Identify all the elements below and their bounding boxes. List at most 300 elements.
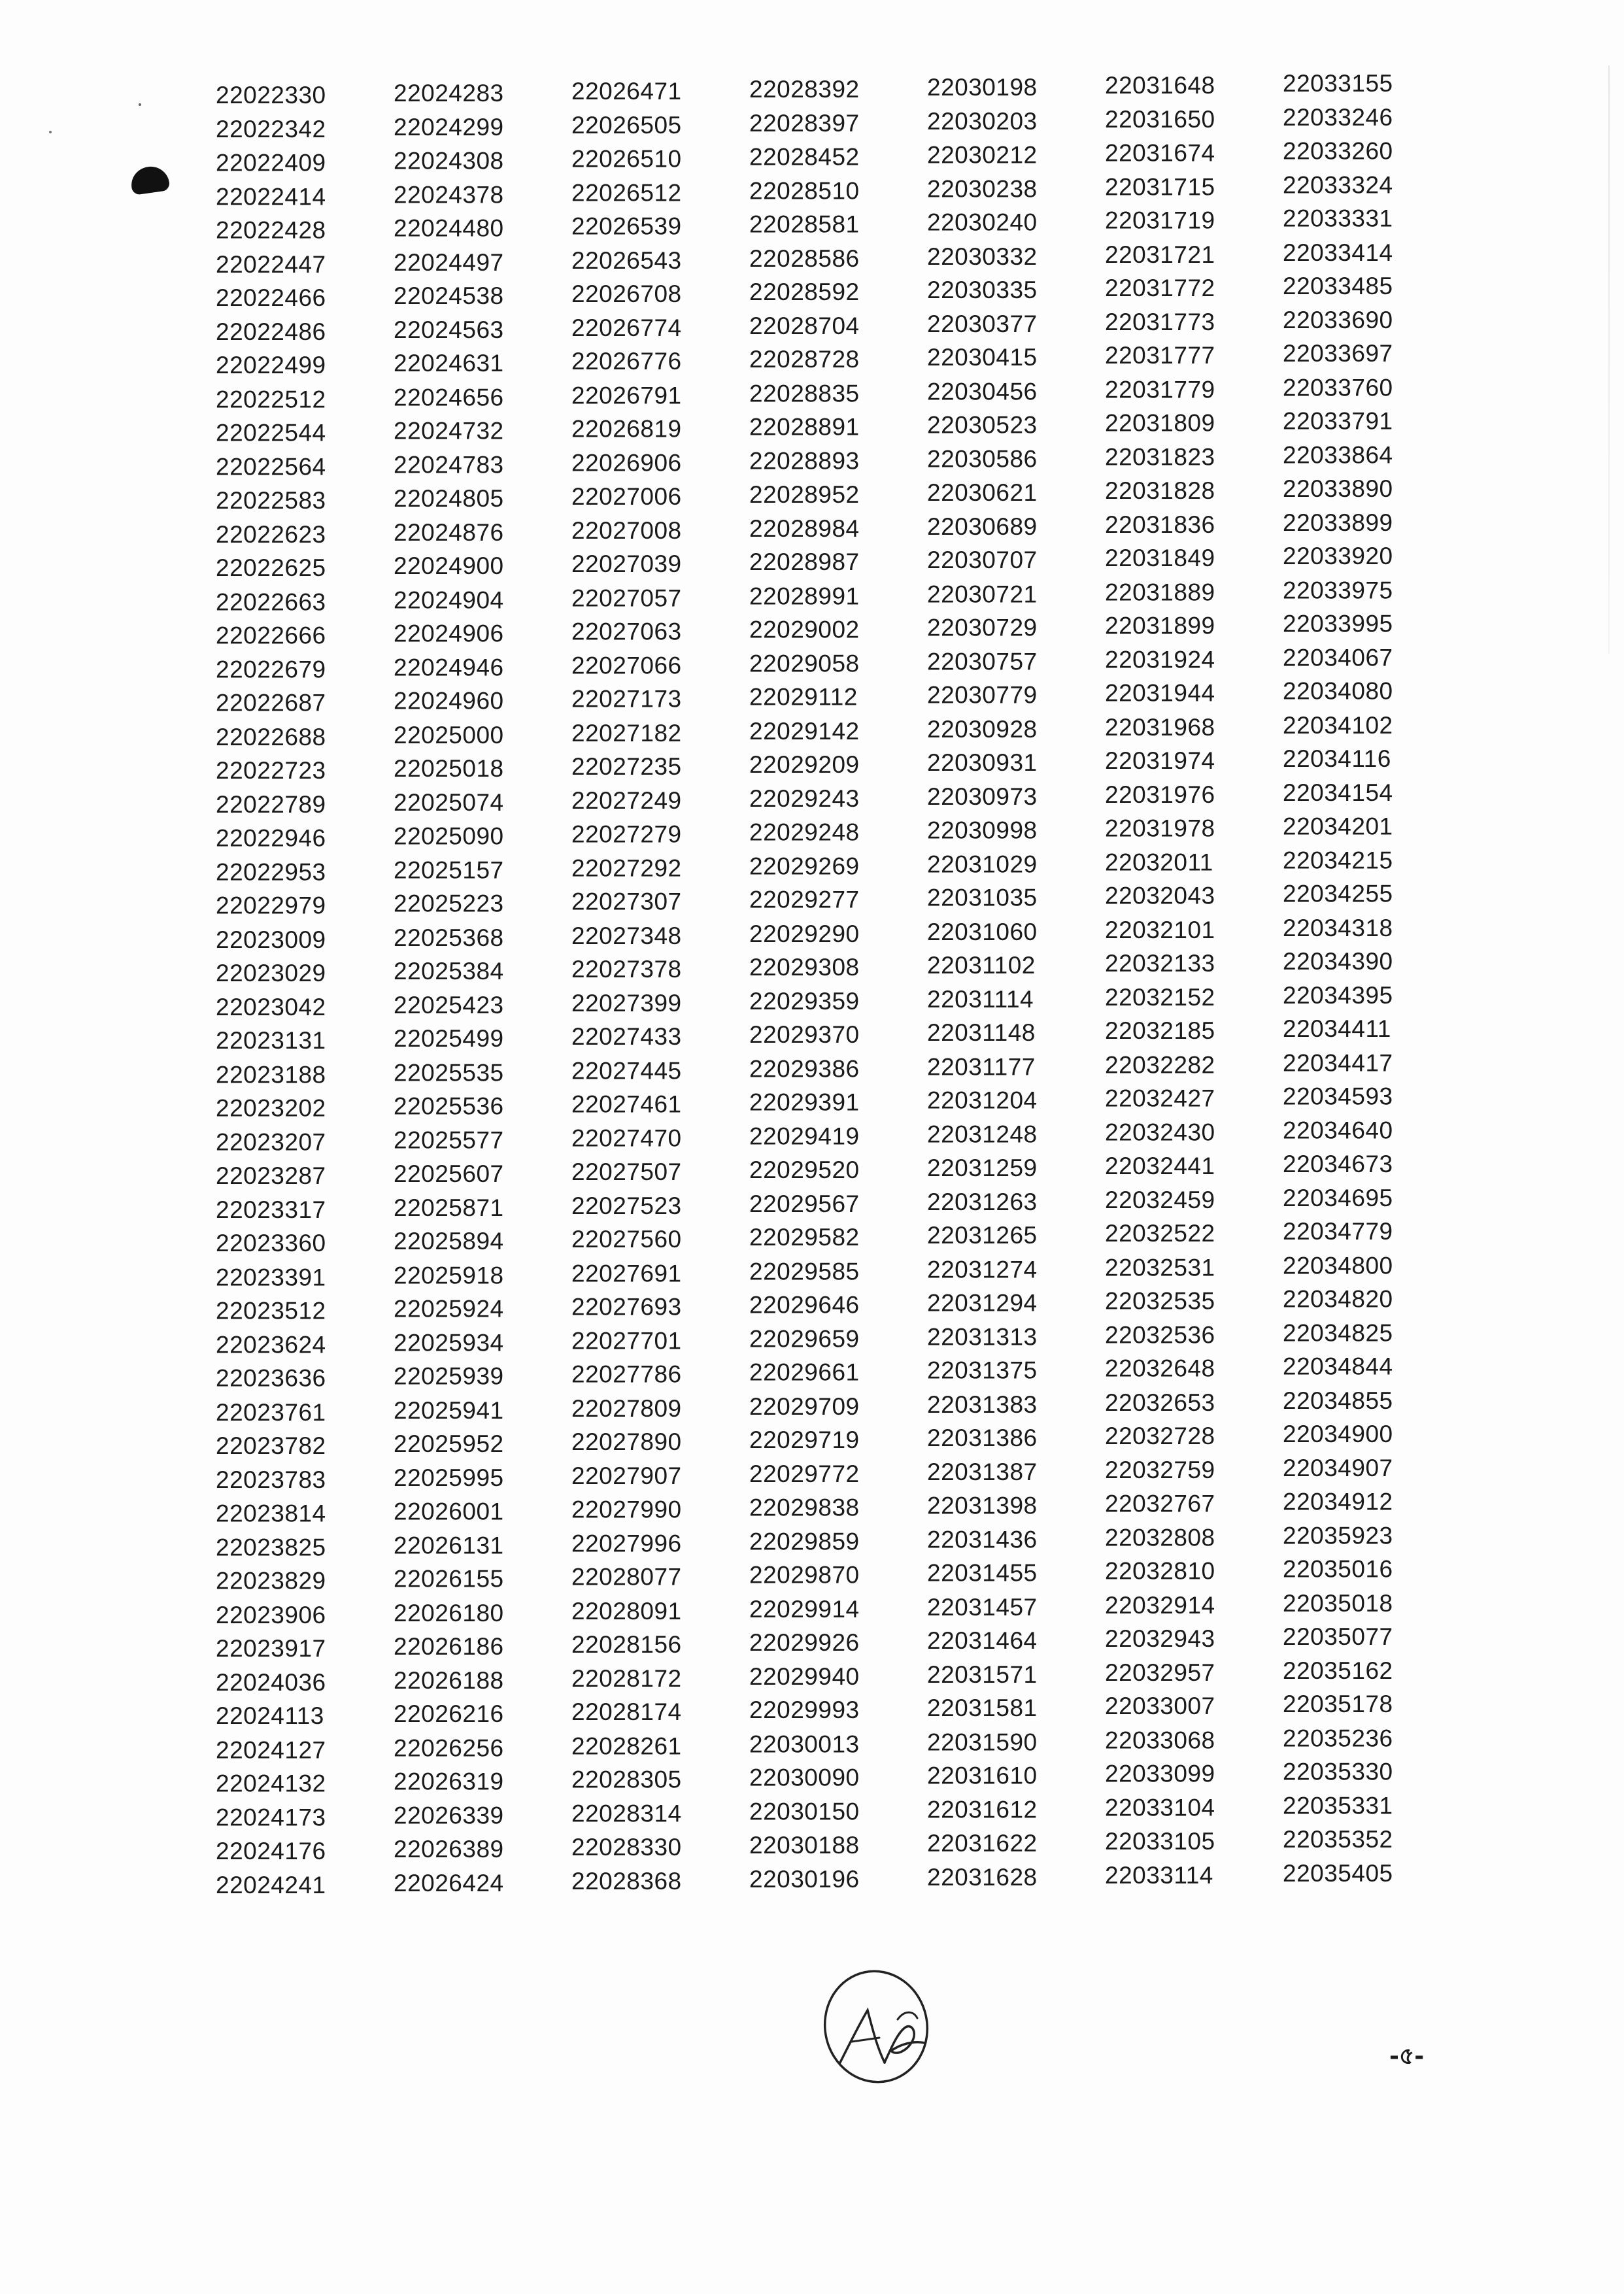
roll-number: 22030090 [749, 1764, 860, 1791]
roll-number: 22035331 [1283, 1792, 1393, 1819]
roll-number: 22026339 [394, 1802, 504, 1829]
roll-column-4 [749, 78, 919, 1897]
roll-number: 22033485 [1283, 272, 1393, 299]
roll-number: 22035405 [1283, 1859, 1393, 1887]
roll-number: 22034779 [1283, 1218, 1393, 1245]
roll-number: 22034318 [1283, 914, 1393, 941]
roll-number: 22026774 [571, 314, 682, 341]
roll-number: 22032653 [1105, 1389, 1215, 1416]
roll-number: 22029248 [749, 818, 860, 846]
roll-number: 22023391 [216, 1263, 326, 1290]
roll-number: 22023783 [216, 1466, 326, 1493]
roll-number: 22034255 [1283, 880, 1393, 907]
roll-number: 22029709 [749, 1392, 860, 1420]
roll-number: 22023188 [216, 1060, 326, 1088]
roll-number: 22027996 [571, 1529, 682, 1557]
roll-number: 22024132 [216, 1770, 326, 1797]
roll-number: 22034673 [1283, 1150, 1393, 1177]
roll-number: 22031590 [927, 1728, 1038, 1755]
roll-number: 22029661 [749, 1358, 860, 1386]
roll-number: 22028091 [571, 1597, 682, 1625]
roll-number: 22033864 [1283, 441, 1393, 469]
roll-number: 22030415 [927, 344, 1038, 371]
roll-number: 22024656 [394, 383, 504, 411]
roll-number: 22027057 [571, 584, 682, 611]
roll-number: 22032011 [1105, 848, 1213, 875]
roll-number: 22026424 [394, 1869, 504, 1897]
roll-number: 22033114 [1105, 1861, 1213, 1889]
roll-number: 22031836 [1105, 511, 1215, 538]
roll-number: 22027445 [571, 1056, 682, 1084]
roll-number: 22030523 [927, 411, 1038, 439]
roll-number: 22031375 [927, 1357, 1038, 1384]
roll-number: 22025607 [394, 1160, 504, 1187]
roll-number: 22024113 [216, 1702, 324, 1730]
roll-number: 22022447 [216, 250, 326, 278]
roll-number: 22030779 [927, 681, 1038, 709]
roll-number: 22031265 [927, 1222, 1038, 1249]
roll-number: 22026512 [571, 178, 682, 206]
roll-number: 22027691 [571, 1259, 682, 1287]
roll-number: 22024631 [394, 350, 504, 377]
roll-number: 22033975 [1283, 576, 1393, 603]
roll-number: 22034154 [1283, 779, 1393, 806]
roll-number: 22032441 [1105, 1152, 1215, 1179]
roll-number: 22029058 [749, 650, 860, 677]
roll-number: 22022428 [216, 216, 326, 244]
roll-number: 22024904 [394, 586, 504, 613]
roll-number: 22034215 [1283, 846, 1393, 873]
roll-number: 22031102 [927, 951, 1036, 979]
roll-number: 22034844 [1283, 1353, 1393, 1380]
roll-number: 22026389 [394, 1835, 504, 1863]
roll-number: 22026510 [571, 145, 682, 173]
roll-number: 22025577 [394, 1126, 504, 1154]
roll-number: 22030238 [927, 175, 1038, 202]
roll-number: 22034900 [1283, 1421, 1393, 1447]
roll-number: 22033697 [1283, 340, 1393, 367]
roll-number: 22025894 [394, 1228, 504, 1255]
roll-number: 22023624 [216, 1331, 326, 1358]
roll-number: 22033331 [1283, 205, 1393, 232]
roll-number: 22034201 [1283, 813, 1393, 840]
roll-number: 22031978 [1105, 815, 1215, 842]
roll-number: 22028510 [749, 177, 860, 204]
roll-number: 22023202 [216, 1094, 326, 1122]
roll-number: 22031889 [1105, 578, 1215, 605]
roll-number: 22033105 [1105, 1827, 1215, 1855]
roll-number: 22028330 [571, 1833, 682, 1861]
roll-number: 22027235 [571, 753, 682, 780]
roll-column-5 [927, 74, 1097, 1897]
roll-number: 22034080 [1283, 677, 1393, 705]
roll-number: 22022544 [216, 419, 326, 447]
roll-number: 22028452 [749, 143, 860, 171]
roll-column-1 [216, 78, 386, 1897]
roll-number: 22032282 [1105, 1051, 1215, 1078]
roll-number: 22027470 [571, 1124, 682, 1152]
roll-number: 22034640 [1283, 1117, 1393, 1144]
roll-number: 22035352 [1283, 1825, 1393, 1853]
roll-number: 22030729 [927, 614, 1038, 641]
roll-number: 22028891 [749, 413, 860, 441]
roll-number: 22029370 [749, 1021, 860, 1049]
roll-number: 22029520 [749, 1156, 860, 1183]
roll-number: 22022486 [216, 318, 326, 345]
roll-number: 22029838 [749, 1494, 860, 1521]
roll-number-table [216, 70, 1471, 1909]
roll-number: 22034825 [1283, 1319, 1393, 1347]
roll-number: 22035236 [1283, 1724, 1393, 1751]
roll-number: 22028592 [749, 278, 860, 305]
roll-number: 22029209 [749, 751, 860, 778]
roll-number: 22024563 [394, 316, 504, 343]
roll-number: 22024900 [394, 552, 504, 580]
roll-number: 22024173 [216, 1804, 326, 1831]
roll-number: 22029993 [749, 1696, 860, 1724]
roll-number: 22024960 [394, 687, 504, 715]
roll-number: 22033246 [1283, 103, 1393, 131]
roll-number: 22023029 [216, 959, 326, 987]
roll-number: 22035923 [1283, 1521, 1393, 1549]
roll-number: 22030377 [927, 310, 1038, 337]
roll-number: 22027292 [571, 854, 682, 881]
roll-number: 22031622 [927, 1829, 1038, 1857]
roll-number: 22028397 [749, 109, 860, 137]
roll-number: 22034820 [1283, 1285, 1393, 1313]
roll-number: 22030928 [927, 715, 1038, 743]
roll-number: 22027008 [571, 516, 682, 544]
roll-number: 22035178 [1283, 1691, 1393, 1718]
roll-number: 22029582 [749, 1224, 860, 1251]
roll-number: 22025941 [394, 1396, 504, 1424]
roll-number: 22023287 [216, 1162, 326, 1189]
roll-number: 22034395 [1283, 981, 1393, 1009]
roll-number: 22031721 [1105, 241, 1215, 268]
roll-number: 22027523 [571, 1192, 682, 1219]
roll-number: 22030973 [927, 783, 1038, 810]
roll-number: 22022342 [216, 115, 326, 143]
roll-number: 22028077 [571, 1563, 682, 1591]
roll-number: 22022330 [216, 82, 326, 109]
roll-number: 22028174 [571, 1698, 682, 1726]
roll-number: 22026505 [571, 111, 682, 139]
roll-number: 22023829 [216, 1567, 326, 1594]
roll-number: 22023814 [216, 1500, 326, 1527]
roll-number: 22032728 [1105, 1423, 1215, 1449]
roll-number: 22031464 [927, 1627, 1038, 1654]
roll-number: 22027348 [571, 922, 682, 949]
roll-number: 22031674 [1105, 139, 1215, 167]
roll-number: 22024876 [394, 518, 504, 546]
roll-number: 22030456 [927, 377, 1038, 405]
roll-number: 22032767 [1105, 1490, 1215, 1517]
roll-number: 22030212 [927, 141, 1038, 169]
roll-number: 22031148 [927, 1019, 1036, 1047]
roll-number: 22029359 [749, 987, 860, 1015]
roll-number: 22031060 [927, 918, 1038, 945]
roll-number: 22025384 [394, 957, 504, 985]
roll-number: 22028952 [749, 481, 860, 508]
roll-number: 22027173 [571, 685, 682, 713]
roll-number: 22031612 [927, 1796, 1038, 1823]
roll-number: 22025423 [394, 991, 504, 1019]
roll-number: 22029772 [749, 1460, 860, 1487]
roll-number: 22024176 [216, 1837, 326, 1864]
roll-number: 22030188 [749, 1831, 860, 1859]
roll-number: 22029112 [749, 683, 858, 711]
roll-number: 22022466 [216, 284, 326, 311]
roll-number: 22028991 [749, 582, 860, 609]
roll-number: 22024308 [394, 147, 504, 175]
roll-number: 22031114 [927, 985, 1034, 1013]
roll-number: 22027039 [571, 550, 682, 578]
roll-number: 22031648 [1105, 72, 1215, 99]
roll-number: 22032522 [1105, 1220, 1215, 1247]
roll-number: 22026543 [571, 246, 682, 274]
roll-number: 22022414 [216, 182, 326, 210]
roll-number: 22027907 [571, 1462, 682, 1489]
roll-number: 22031436 [927, 1525, 1038, 1553]
roll-number: 22025536 [394, 1092, 504, 1120]
roll-number: 22022623 [216, 520, 326, 548]
roll-number: 22025090 [394, 822, 504, 850]
roll-number: 22024299 [394, 113, 504, 141]
roll-number: 22027307 [571, 888, 682, 915]
roll-number: 22033007 [1105, 1693, 1215, 1720]
roll-number: 22025939 [394, 1362, 504, 1390]
roll-number: 22025018 [394, 755, 504, 782]
roll-number: 22025074 [394, 788, 504, 816]
roll-number: 22030203 [927, 107, 1038, 135]
roll-number: 22029243 [749, 784, 860, 812]
roll-number: 22033920 [1283, 543, 1393, 570]
roll-number: 22025223 [394, 890, 504, 917]
roll-number: 22030689 [927, 513, 1038, 540]
roll-number: 22033260 [1283, 137, 1393, 165]
roll-number: 22023917 [216, 1634, 326, 1662]
page-number: -৫- [1389, 2043, 1425, 2070]
roll-number: 22028728 [749, 346, 860, 373]
roll-number: 22035162 [1283, 1657, 1393, 1684]
roll-number: 22028156 [571, 1630, 682, 1658]
roll-number: 22035330 [1283, 1758, 1393, 1785]
roll-number: 22022789 [216, 790, 326, 818]
roll-number: 22025000 [394, 721, 504, 749]
roll-number: 22027990 [571, 1496, 682, 1523]
roll-number: 22031719 [1105, 207, 1215, 234]
roll-number: 22026471 [571, 78, 682, 105]
roll-number: 22032535 [1105, 1287, 1215, 1315]
roll-number: 22032430 [1105, 1119, 1215, 1146]
roll-number: 22032759 [1105, 1456, 1215, 1483]
roll-number: 22023131 [216, 1027, 326, 1054]
roll-number: 22025924 [394, 1295, 504, 1323]
roll-number: 22026539 [571, 212, 682, 240]
handwritten-signature [814, 1965, 945, 2089]
roll-number: 22027433 [571, 1023, 682, 1051]
roll-number: 22027507 [571, 1158, 682, 1185]
roll-number: 22031204 [927, 1087, 1038, 1114]
roll-column-3 [571, 78, 741, 1897]
roll-number: 22027249 [571, 786, 682, 814]
roll-number: 22028893 [749, 447, 860, 475]
roll-number: 22031974 [1105, 747, 1215, 774]
roll-number: 22029391 [749, 1088, 860, 1116]
roll-number: 22034912 [1283, 1488, 1393, 1515]
roll-number: 22031274 [927, 1255, 1038, 1283]
roll-number: 22031581 [927, 1695, 1038, 1722]
roll-number: 22024783 [394, 451, 504, 479]
roll-number: 22031259 [927, 1154, 1038, 1181]
roll-number: 22035077 [1283, 1623, 1393, 1650]
roll-number: 22029659 [749, 1325, 860, 1353]
roll-number: 22029269 [749, 852, 860, 879]
scan-edge-shadow [1608, 65, 1610, 654]
roll-number: 22031248 [927, 1121, 1038, 1148]
roll-number: 22031976 [1105, 781, 1215, 808]
roll-number: 22034593 [1283, 1083, 1393, 1110]
roll-number: 22032043 [1105, 882, 1215, 909]
roll-number: 22033104 [1105, 1794, 1215, 1821]
roll-number: 22031294 [927, 1289, 1038, 1317]
scan-speck [49, 131, 52, 133]
roll-number: 22034067 [1283, 644, 1393, 671]
roll-number: 22034855 [1283, 1387, 1393, 1414]
roll-number: 22032648 [1105, 1355, 1215, 1382]
roll-number: 22031773 [1105, 308, 1215, 335]
roll-number: 22025934 [394, 1329, 504, 1357]
roll-number: 22026819 [571, 415, 682, 443]
roll-number: 22022512 [216, 385, 326, 413]
roll-number: 22022663 [216, 588, 326, 615]
roll-number: 22023512 [216, 1297, 326, 1324]
roll-number: 22031313 [927, 1323, 1038, 1351]
roll-number: 22031386 [927, 1425, 1038, 1451]
roll-number: 22031924 [1105, 646, 1215, 673]
roll-number: 22028392 [749, 76, 860, 103]
roll-number: 22023825 [216, 1533, 326, 1560]
roll-number: 22029940 [749, 1662, 860, 1690]
roll-number: 22033995 [1283, 610, 1393, 637]
roll-number: 22032531 [1105, 1253, 1215, 1281]
roll-number: 22028835 [749, 379, 860, 407]
roll-number: 22022688 [216, 723, 326, 751]
roll-number: 22023782 [216, 1432, 326, 1459]
roll-number: 22026180 [394, 1599, 504, 1627]
roll-number: 22035018 [1283, 1589, 1393, 1617]
roll-number: 22027461 [571, 1090, 682, 1118]
roll-number: 22033791 [1283, 407, 1393, 435]
roll-number: 22030198 [927, 74, 1038, 101]
roll-number: 22027890 [571, 1428, 682, 1455]
roll-number: 22033068 [1105, 1726, 1215, 1753]
roll-number: 22024283 [394, 80, 504, 107]
roll-number: 22024538 [394, 282, 504, 309]
roll-number: 22026906 [571, 449, 682, 477]
roll-number: 22031029 [927, 850, 1038, 877]
roll-number: 22028586 [749, 245, 860, 272]
roll-number: 22025871 [394, 1194, 504, 1221]
roll-number: 22024906 [394, 620, 504, 647]
roll-number: 22026319 [394, 1768, 504, 1795]
roll-number: 22033414 [1283, 239, 1393, 266]
roll-number: 22022409 [216, 149, 326, 177]
roll-number: 22029926 [749, 1628, 860, 1656]
roll-number: 22034411 [1283, 1015, 1391, 1043]
roll-number: 22033890 [1283, 475, 1393, 502]
roll-number: 22023317 [216, 1196, 326, 1223]
roll-number: 22032957 [1105, 1659, 1215, 1686]
roll-number: 22030240 [927, 209, 1038, 236]
roll-number: 22024241 [216, 1871, 326, 1898]
roll-number: 22026708 [571, 280, 682, 307]
roll-number: 22031779 [1105, 375, 1215, 403]
roll-number: 22027809 [571, 1394, 682, 1422]
roll-number: 22033155 [1283, 70, 1393, 97]
roll-number: 22031610 [927, 1762, 1038, 1789]
roll-number: 22028704 [749, 312, 860, 339]
roll-number: 22030757 [927, 648, 1038, 675]
roll-number: 22031809 [1105, 409, 1215, 437]
roll-number: 22022679 [216, 656, 326, 683]
scan-speck [139, 103, 141, 106]
roll-number: 22029277 [749, 886, 860, 913]
roll-number: 22030721 [927, 580, 1038, 607]
roll-number: 22031828 [1105, 477, 1215, 504]
roll-number: 22031398 [927, 1492, 1038, 1519]
roll-number: 22034390 [1283, 947, 1393, 975]
roll-number: 22031177 [927, 1053, 1036, 1080]
roll-number: 22031571 [927, 1661, 1038, 1688]
roll-number: 22031263 [927, 1188, 1038, 1215]
roll-number: 22027560 [571, 1226, 682, 1253]
roll-number: 22026776 [571, 348, 682, 375]
roll-number: 22028581 [749, 211, 860, 238]
roll-number: 22022979 [216, 892, 326, 919]
roll-number: 22029419 [749, 1122, 860, 1150]
roll-number: 22023360 [216, 1230, 326, 1257]
roll-number: 22030998 [927, 817, 1038, 844]
roll-number: 22025918 [394, 1261, 504, 1289]
roll-number: 22024946 [394, 654, 504, 681]
roll-number: 22025157 [394, 856, 504, 883]
roll-number: 22023207 [216, 1128, 326, 1156]
roll-number: 22029870 [749, 1561, 860, 1589]
roll-number: 22026155 [394, 1565, 504, 1593]
roll-number: 22034116 [1283, 745, 1391, 772]
roll-number: 22031899 [1105, 612, 1215, 639]
roll-number: 22029308 [749, 953, 860, 981]
roll-number: 22031455 [927, 1559, 1038, 1587]
roll-number: 22026001 [394, 1498, 504, 1525]
roll-number: 22026791 [571, 381, 682, 409]
roll-number: 22024378 [394, 180, 504, 208]
roll-number: 22025535 [394, 1058, 504, 1086]
roll-number: 22032133 [1105, 949, 1215, 977]
roll-number: 22031387 [927, 1458, 1038, 1485]
roll-number: 22026188 [394, 1666, 504, 1694]
roll-number: 22022564 [216, 453, 326, 481]
roll-number: 22034417 [1283, 1049, 1393, 1076]
roll-number: 22029585 [749, 1257, 860, 1285]
roll-number: 22025499 [394, 1025, 504, 1053]
roll-number: 22031823 [1105, 443, 1215, 471]
roll-number: 22030335 [927, 276, 1038, 303]
roll-number: 22022666 [216, 622, 326, 649]
roll-column-7 [1283, 70, 1453, 1897]
roll-number: 22026216 [394, 1700, 504, 1728]
